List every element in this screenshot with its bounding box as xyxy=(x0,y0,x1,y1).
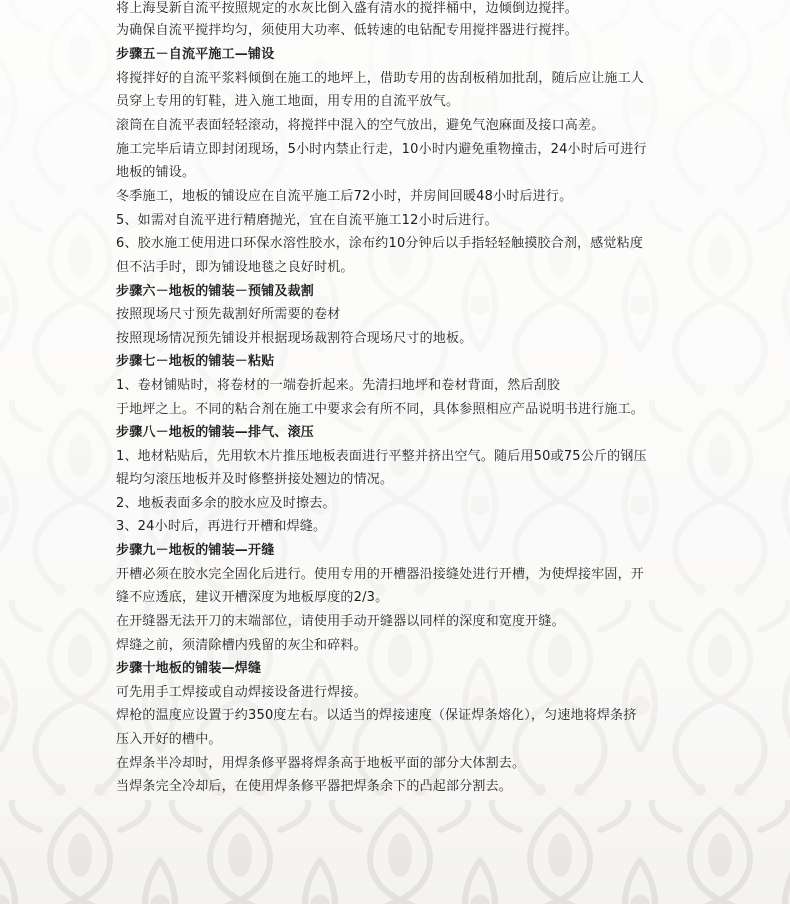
section-heading: 步骤十地板的铺装—焊缝 xyxy=(116,661,262,676)
text-line: 焊枪的温度应设置于约350度左右。以适当的焊接速度（保证焊条熔化），匀速地将焊条挤 xyxy=(116,708,637,723)
text-line: 员穿上专用的钉鞋，进入施工地面，用专用的自流平放气。 xyxy=(116,94,460,109)
text-line: 当焊条完全冷却后，在使用焊条修平器把焊条余下的凸起部分割去。 xyxy=(116,779,513,794)
text-line: 可先用手工焊接或自动焊接设备进行焊接。 xyxy=(116,685,367,700)
section-heading: 步骤九－地板的铺装—开缝 xyxy=(116,543,275,558)
text-line: 于地坪之上。不同的粘合剂在施工中要求会有所不同，具体参照相应产品说明书进行施工。 xyxy=(116,402,645,417)
text-line: 在焊条半冷却时，用焊条修平器将焊条高于地板平面的部分大体割去。 xyxy=(116,756,526,771)
text-line: 1、地材粘贴后，先用软木片推压地板表面进行平整并挤出空气。随后用50或75公斤的钢压 xyxy=(116,449,647,464)
section-heading: 步骤五－自流平施工—铺设 xyxy=(116,47,275,62)
text-line: 6、胶水施工使用进口环保水溶性胶水，涂布约10分钟后以手指轻轻触摸胶合剂，感觉粘度 xyxy=(116,236,644,251)
section-heading: 步骤七－地板的铺装－粘贴 xyxy=(116,354,275,369)
text-line: 2、地板表面多余的胶水应及时擦去。 xyxy=(116,496,336,511)
text-line: 开槽必须在胶水完全固化后进行。使用专用的开槽器沿接缝处进行开槽，为使焊接牢固，开 xyxy=(116,567,645,582)
text-line: 但不沾手时，即为铺设地毯之良好时机。 xyxy=(116,260,354,275)
text-line: 将上海旻新自流平按照规定的水灰比倒入盛有清水的搅拌桶中，边倾倒边搅拌。 xyxy=(116,1,579,16)
text-line: 滚筒在自流平表面轻轻滚动，将搅拌中混入的空气放出，避免气泡麻面及接口高差。 xyxy=(116,118,605,133)
text-line: 冬季施工，地板的铺设应在自流平施工后72小时，并房间回暖48小时后进行。 xyxy=(116,189,573,204)
text-line: 辊均匀滚压地板并及时修整拼接处翘边的情况。 xyxy=(116,472,394,487)
text-line: 1、卷材铺贴时，将卷材的一端卷折起来。先清扫地坪和卷材背面，然后刮胶 xyxy=(116,378,561,393)
section-heading: 步骤八－地板的铺装—排气、滚压 xyxy=(116,425,315,440)
text-line: 将搅拌好的自流平浆料倾倒在施工的地坪上，借助专用的齿刮板稍加批刮，随后应让施工人 xyxy=(116,71,645,86)
text-line: 地板的铺设。 xyxy=(116,165,196,180)
text-line: 为确保自流平搅拌均匀，须使用大功率、低转速的电钻配专用搅拌器进行搅拌。 xyxy=(116,23,579,38)
text-line: 压入开好的槽中。 xyxy=(116,732,222,747)
text-line: 焊缝之前，须清除槽内残留的灰尘和碎料。 xyxy=(116,638,367,653)
text-line: 3、24小时后，再进行开槽和焊缝。 xyxy=(116,519,327,534)
text-line: 按照现场情况预先铺设并根据现场裁割符合现场尺寸的地板。 xyxy=(116,331,473,346)
text-line: 按照现场尺寸预先裁割好所需要的卷材 xyxy=(116,307,341,322)
text-line: 缝不应透底，建议开槽深度为地板厚度的2/3。 xyxy=(116,590,389,605)
section-heading: 步骤六－地板的铺装－预铺及裁割 xyxy=(116,284,315,299)
text-line: 在开缝器无法开刀的末端部位，请使用手动开缝器以同样的深度和宽度开缝。 xyxy=(116,614,565,629)
text-line: 施工完毕后请立即封闭现场，5小时内禁止行走，10小时内避免重物撞击，24小时后可进行 xyxy=(116,142,647,157)
text-line: 5、如需对自流平进行精磨抛光，宜在自流平施工12小时后进行。 xyxy=(116,213,498,228)
